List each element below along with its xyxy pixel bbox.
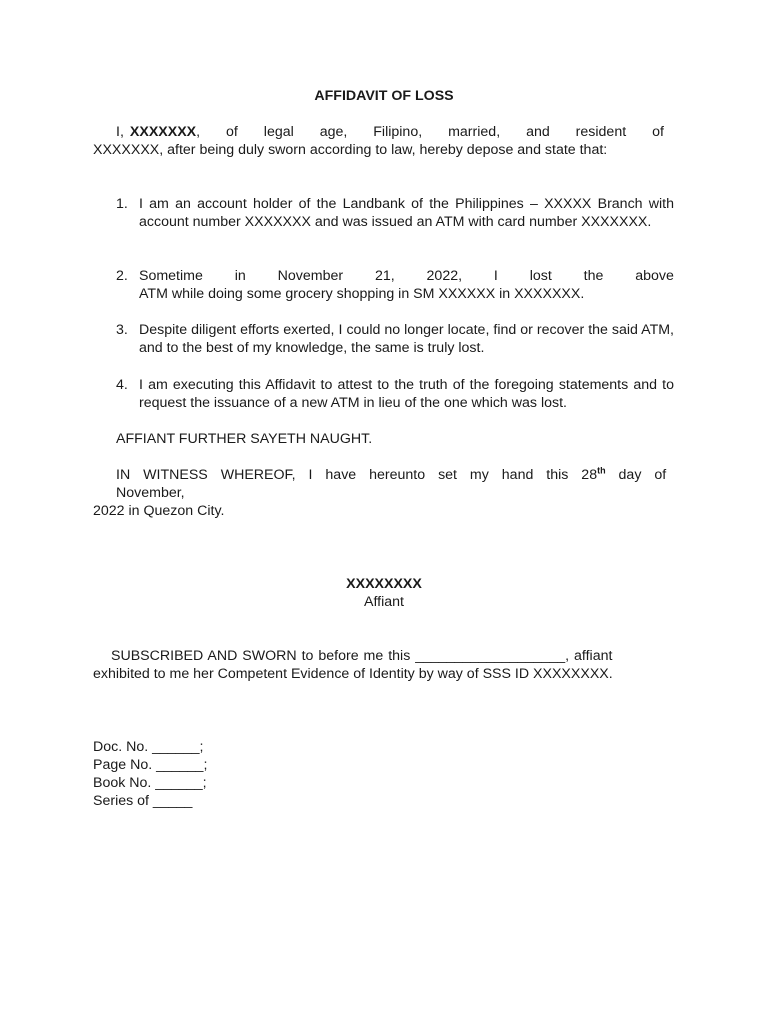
witness-line-1 xyxy=(116,466,674,484)
witness-line-3: 2022 in Quezon City. xyxy=(93,503,225,519)
book-no: Book No. ______; xyxy=(93,775,207,791)
item-2-line-1: Sometime in November 21, 2022, I lost the above xyxy=(139,268,674,284)
notarial-register xyxy=(93,738,674,810)
list-item-4 xyxy=(116,376,674,412)
ordinal-suffix: th xyxy=(597,465,606,476)
intro-line-1 xyxy=(93,123,674,141)
series-of: Series of _____ xyxy=(93,793,193,809)
list-item-3 xyxy=(116,321,674,357)
intro-rest: , of legal age, Filipino, married, and resident of xyxy=(196,124,664,140)
list-item-1 xyxy=(116,195,674,231)
witness-clause xyxy=(116,466,674,502)
witness-line-2: November, xyxy=(116,485,185,501)
doc-no: Doc. No. ______; xyxy=(93,739,204,755)
document-title: AFFIDAVIT OF LOSS xyxy=(314,88,454,104)
intro-paragraph xyxy=(93,123,674,159)
list-item-text: I am an account holder of the Landbank of the Philippines – XXXXX Branch with account number XXXXXXX and was issued an ATM with card number XXXXXXX. xyxy=(139,196,674,230)
jurat-paragraph xyxy=(93,647,674,683)
jurat-line-2: exhibited to me her Competent Evidence of Identity by way of SSS ID XXXXXXXX. xyxy=(93,666,613,682)
signatory-role: Affiant xyxy=(364,594,404,610)
signatory-name: XXXXXXXX xyxy=(346,576,422,592)
page-no: Page No. ______; xyxy=(93,757,208,773)
list-number: 4. xyxy=(116,377,128,393)
intro-line-2: XXXXXXX, after being duly sworn according to law, hereby depose and state that: xyxy=(93,142,608,158)
intro-prefix: I, xyxy=(116,124,124,140)
list-item-2 xyxy=(116,267,674,303)
list-item-text: I am executing this Affidavit to attest to the truth of the foregoing statements and to request the issuance of a new ATM in lieu of the one which was lost. xyxy=(139,377,674,411)
affiant-name-intro: XXXXXXX xyxy=(129,124,197,140)
list-number: 3. xyxy=(116,322,128,338)
item-2-line-2: ATM while doing some grocery shopping in SM XXXXXX in XXXXXXX. xyxy=(139,286,585,302)
signatory-block xyxy=(0,575,768,611)
further-statement: AFFIANT FURTHER SAYETH NAUGHT. xyxy=(116,431,373,447)
list-item-text: Despite diligent efforts exerted, I could no longer locate, find or recover the said ATM, and to the best of my knowledge, the same is truly lost. xyxy=(139,322,674,356)
jurat-line-1: SUBSCRIBED AND SWORN to before me this ___________________, affiant xyxy=(111,648,613,664)
list-number: 2. xyxy=(116,268,128,284)
list-number: 1. xyxy=(116,196,128,212)
witness-text: IN WITNESS WHEREOF, I have hereunto set my hand this 28th day of xyxy=(116,465,667,483)
